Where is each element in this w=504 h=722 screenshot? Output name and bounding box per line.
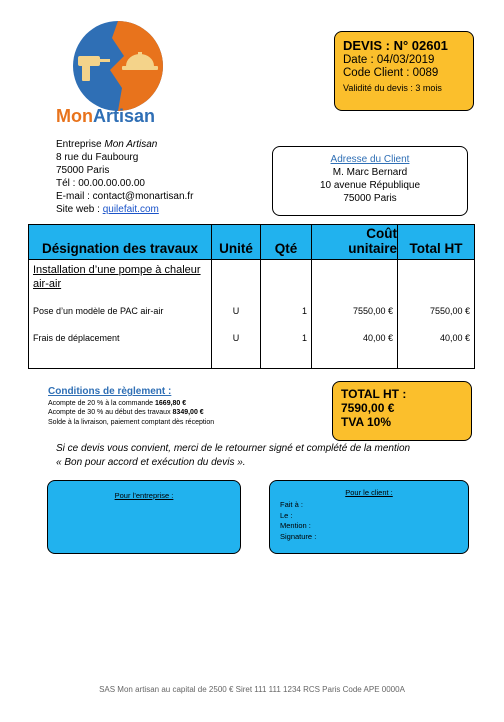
company-address1: 8 rue du Faubourg: [56, 152, 139, 163]
condition1-amount: 1669,80 €: [155, 399, 187, 407]
condition-line3: Solde à la livraison, paiement comptant dès réception: [48, 418, 215, 426]
header-qty: Qté: [274, 241, 298, 256]
row1-price: 7550,00 €: [352, 306, 393, 316]
logo-word-mon: Mon: [56, 106, 93, 126]
column-divider: [260, 225, 261, 368]
totals-box: [332, 381, 472, 441]
total-value: 7590,00 €: [341, 401, 395, 415]
company-phone: Tél : 00.00.00.00.00: [56, 178, 145, 189]
quote-info-box: [334, 31, 474, 111]
company-website-line: [56, 203, 193, 216]
field-mention: Mention :: [280, 521, 311, 530]
row1-label: Pose d’un modèle de PAC air-air: [33, 306, 164, 316]
condition-line1: [48, 399, 214, 409]
header-unit: Unité: [219, 241, 253, 256]
client-code: Code Client : 0089: [343, 67, 439, 79]
logo-wordmark: [56, 106, 155, 127]
header-unit-cost: [312, 225, 397, 259]
row2-qty: 1: [301, 333, 307, 343]
conditions-title: Conditions de règlement :: [48, 386, 172, 397]
quote-date: Date : 04/03/2019: [343, 54, 435, 66]
row2-label: Frais de déplacement: [33, 333, 120, 343]
field-fait-a: Fait à :: [280, 500, 303, 509]
company-signature-box[interactable]: [47, 480, 241, 554]
field-signature: Signature :: [280, 531, 317, 541]
company-name: Mon Artisan: [104, 139, 158, 150]
field-le: Le :: [280, 510, 293, 520]
row2-price: 40,00 €: [362, 333, 393, 343]
quote-validity: Validité du devis : 3 mois: [343, 83, 442, 93]
client-signature-box[interactable]: [269, 480, 469, 554]
column-divider: [311, 225, 312, 368]
client-box-title: Adresse du Client: [330, 154, 410, 165]
company-prefix: Entreprise: [56, 139, 105, 150]
client-address-box: [272, 146, 468, 216]
header-unit-cost-l1: Coût: [366, 226, 397, 241]
company-info: [56, 138, 193, 216]
column-divider: [397, 225, 398, 368]
condition2-amount: 8349,00 €: [172, 409, 204, 416]
condition-line2: [48, 408, 214, 418]
section-label: Installation d’une pompe à chaleur air-air: [33, 264, 201, 290]
client-address1: 10 avenue République: [319, 180, 421, 191]
row2-unit: U: [232, 333, 240, 343]
condition2-text: Acompte de 30 % au début des travaux: [48, 409, 173, 416]
table-header: [29, 225, 474, 260]
client-signature-fields: [280, 500, 468, 542]
payment-conditions: [48, 387, 214, 427]
total-label: TOTAL HT :: [341, 387, 407, 401]
row1-unit: U: [232, 306, 240, 316]
quote-number: DEVIS : N° 02601: [343, 38, 448, 53]
website-label: Site web :: [56, 204, 103, 215]
header-designation: Désignation des travaux: [41, 241, 199, 256]
works-table: [28, 224, 475, 369]
column-divider: [211, 225, 212, 368]
row1-qty: 1: [301, 306, 307, 316]
client-signature-title: Pour le client :: [345, 488, 393, 497]
row2-total: 40,00 €: [439, 333, 470, 343]
header-total: Total HT: [409, 241, 463, 256]
company-address2: 75000 Paris: [56, 165, 110, 176]
logo-word-artisan: Artisan: [92, 106, 155, 126]
note-line1: Si ce devis vous convient, merci de le retourner signé et complété de la mention: [56, 443, 411, 454]
tva-rate: TVA 10%: [341, 415, 392, 429]
condition1-text: Acompte de 20 % à la commande: [48, 399, 156, 407]
note-line2: « Bon pour accord et exécution du devis ».: [56, 457, 246, 468]
company-email: E-mail : contact@monartisan.fr: [56, 191, 194, 202]
company-signature-title: Pour l’entreprise :: [114, 491, 174, 500]
client-address2: 75000 Paris: [343, 193, 397, 204]
website-link[interactable]: quilefait.com: [102, 204, 159, 215]
acceptance-note: [56, 442, 436, 470]
company-name-line: [56, 138, 193, 151]
client-name: M. Marc Bernard: [332, 167, 408, 178]
legal-footer: SAS Mon artisan au capital de 2500 € Siret 111 111 1234 RCS Paris Code APE 0000A: [99, 685, 405, 694]
header-unit-cost-l2: unitaire: [348, 241, 397, 256]
row1-total: 7550,00 €: [429, 306, 470, 316]
